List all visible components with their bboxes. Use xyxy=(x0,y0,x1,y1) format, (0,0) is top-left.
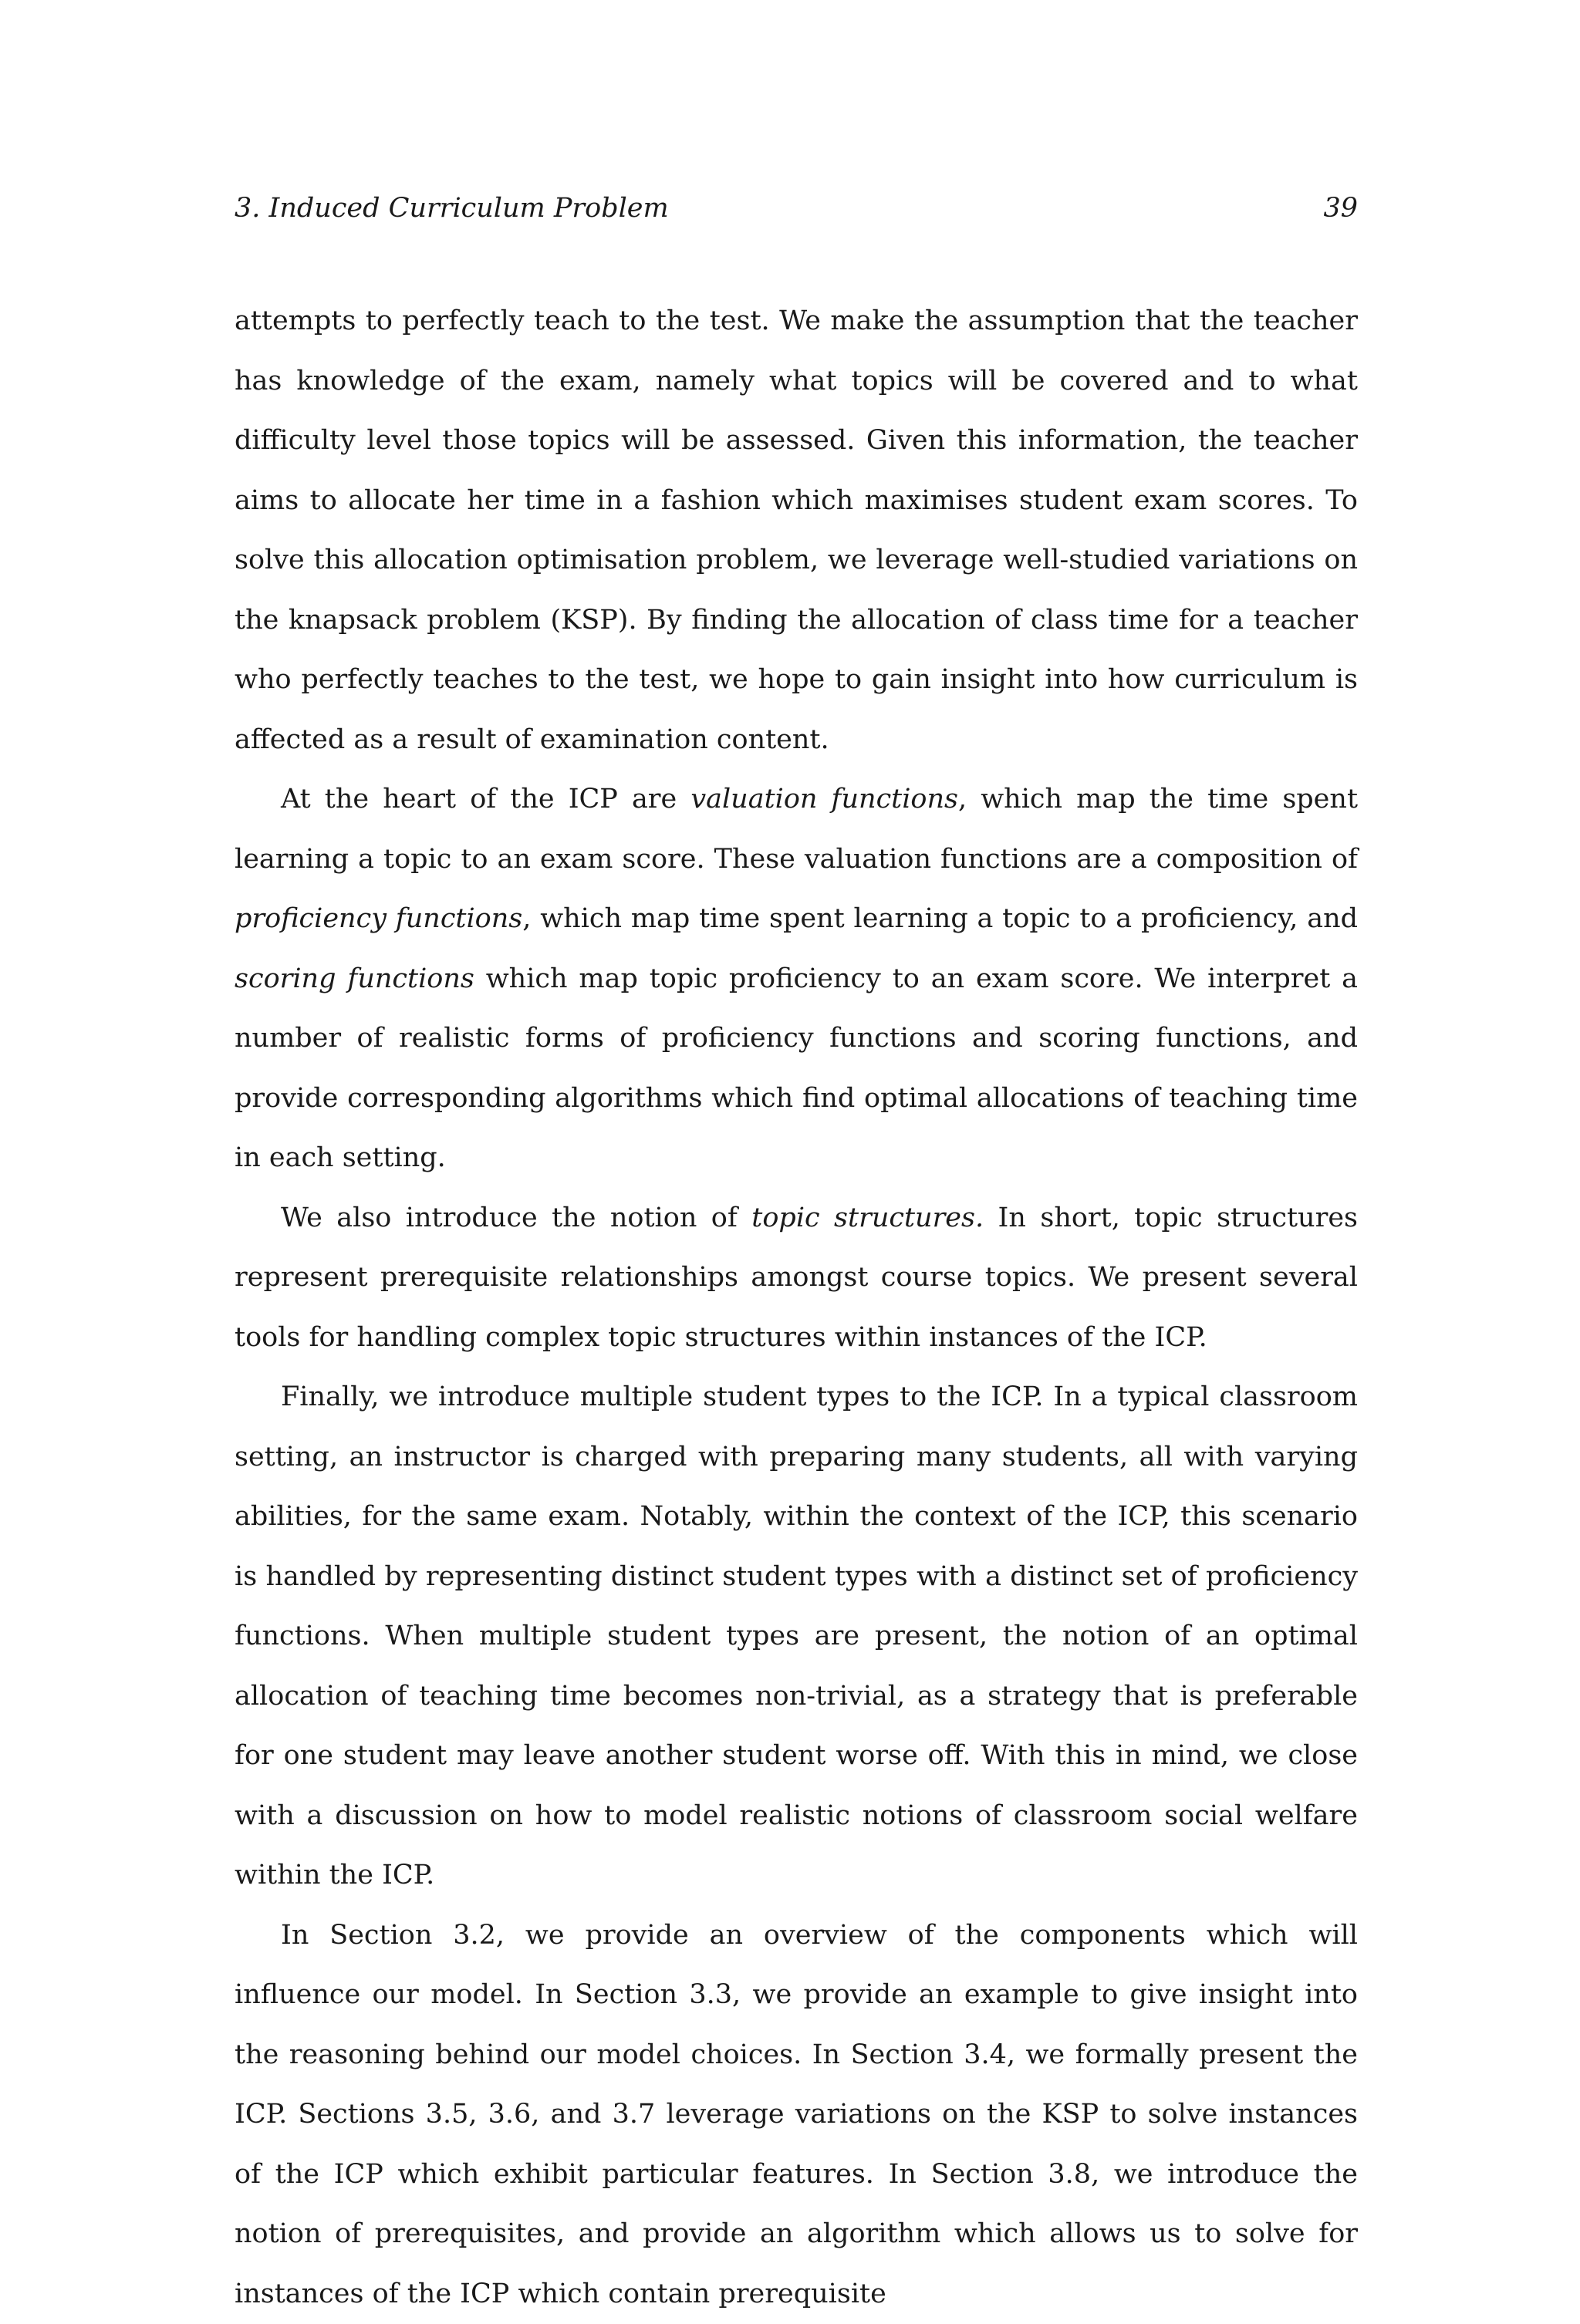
paragraph-2-text-a: At the heart of the ICP are xyxy=(281,784,690,815)
paragraph-5-text: In Section 3.2, we provide an overview of the components which will influence our model. In Section 3.3, we provide an example to give insight into the reasoning behind our model choices. In Section 3.4, we formally present the ICP. Sections 3.5, 3.6, and 3.7 leverage variations on the KSP to solve instances of the ICP which exhibit particular features. In Section 3.8, we introduce the notion of prerequisites, and provide an algorithm which allows us to solve for instances of the ICP which contain prerequisite xyxy=(235,1920,1358,2309)
chapter-title: 3. Induced Curriculum Problem xyxy=(235,185,669,231)
term-topic-structures: topic structures. xyxy=(751,1202,984,1233)
paragraph-2-text-c: , which map time spent learning a topic to a proficiency, and xyxy=(522,903,1358,934)
paragraph-4-text: Finally, we introduce multiple student types to the ICP. In a typical classroom setting, an instructor is charged with preparing many students, all with varying abilities, for the same exam. Notably, within the context of the ICP, this scenario is handled by representing distinct student types with a distinct set of proficiency functions. When multiple student types are present, the notion of an optimal allocation of teaching time becomes non-trivial, as a strategy that is preferable for one student may leave another student worse off. With this in mind, we close with a discussion on how to model realistic notions of classroom social welfare within the ICP. xyxy=(235,1381,1358,1891)
paragraph-3-text-a: We also introduce the notion of xyxy=(281,1202,751,1233)
paragraph-2-text-d: which map topic proficiency to an exam score. We interpret a number of realistic forms of proficiency functions and scoring functions, and provide corresponding algorithms which find optimal allocations of teaching time in each setting. xyxy=(235,963,1358,1174)
page xyxy=(235,185,1358,2324)
paragraph-3 xyxy=(235,1189,1358,1368)
term-scoring-functions: scoring functions xyxy=(235,963,474,994)
paragraph-4 xyxy=(235,1368,1358,1906)
term-proficiency-functions: proficiency functions xyxy=(235,903,522,934)
paragraph-3-text-b: In short, topic structures represent prerequisite relationships amongst course topics. We present several tools for handling complex topic structures within instances of the ICP. xyxy=(235,1202,1358,1353)
paragraph-5 xyxy=(235,1906,1358,2324)
body-text xyxy=(235,292,1358,2324)
paragraph-2 xyxy=(235,770,1358,1189)
paragraph-1 xyxy=(235,292,1358,770)
page-number: 39 xyxy=(1323,185,1358,231)
term-valuation-functions: valuation functions xyxy=(690,784,958,815)
running-head xyxy=(235,185,1358,231)
paragraph-2-text-b: , which map the time spent learning a topic to an exam score. These valuation functions are a composition of xyxy=(235,784,1358,875)
paragraph-1-text: attempts to perfectly teach to the test. We make the assumption that the teacher has knowledge of the exam, namely what topics will be covered and to what difficulty level those topics will be assessed. Given this information, the teacher aims to allocate her time in a fashion which maximises student exam scores. To solve this allocation optimisation problem, we leverage well-studied variations on the knapsack problem (KSP). By finding the allocation of class time for a teacher who perfectly teaches to the test, we hope to gain insight into how curriculum is affected as a result of examination content. xyxy=(235,305,1358,755)
